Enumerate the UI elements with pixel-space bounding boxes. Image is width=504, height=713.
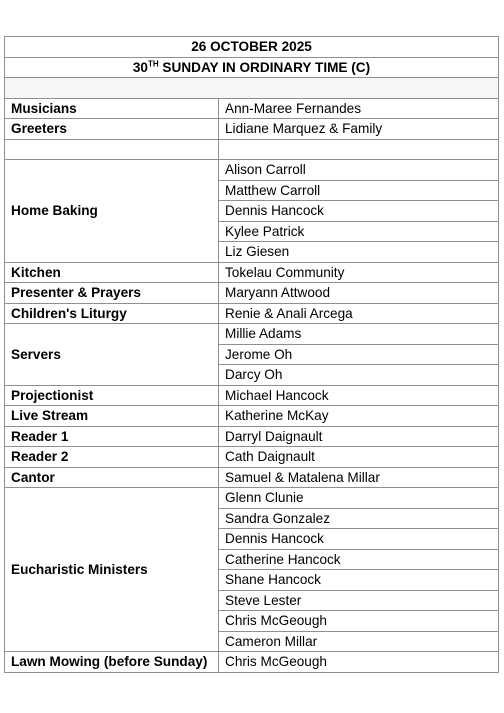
roster-row bbox=[5, 488, 499, 509]
sunday-number: 30 bbox=[132, 59, 148, 75]
volunteer-name: Maryann Attwood bbox=[219, 283, 499, 304]
volunteer-name: Ann-Maree Fernandes bbox=[219, 98, 499, 119]
role-label: Kitchen bbox=[5, 262, 219, 283]
volunteer-name: Millie Adams bbox=[219, 324, 499, 345]
volunteer-name: Alison Carroll bbox=[219, 160, 499, 181]
roster-row bbox=[5, 262, 499, 283]
roster-row bbox=[5, 652, 499, 673]
volunteer-name: Darryl Daignault bbox=[219, 426, 499, 447]
volunteer-name: Samuel & Matalena Millar bbox=[219, 467, 499, 488]
volunteer-name: Michael Hancock bbox=[219, 385, 499, 406]
roster-sheet bbox=[4, 36, 498, 673]
role-label: Home Baking bbox=[5, 160, 219, 263]
volunteer-name: Lidiane Marquez & Family bbox=[219, 119, 499, 140]
role-label bbox=[5, 139, 219, 160]
volunteer-name: Matthew Carroll bbox=[219, 180, 499, 201]
role-label: Reader 1 bbox=[5, 426, 219, 447]
roster-body bbox=[5, 37, 499, 673]
volunteer-name: Dennis Hancock bbox=[219, 201, 499, 222]
roster-row bbox=[5, 139, 499, 160]
volunteer-name: Steve Lester bbox=[219, 590, 499, 611]
roster-row bbox=[5, 160, 499, 181]
role-label: Lawn Mowing (before Sunday) bbox=[5, 652, 219, 673]
role-label: Cantor bbox=[5, 467, 219, 488]
role-label: Live Stream bbox=[5, 406, 219, 427]
volunteer-name: Renie & Anali Arcega bbox=[219, 303, 499, 324]
roster-row bbox=[5, 385, 499, 406]
roster-row bbox=[5, 283, 499, 304]
roster-row bbox=[5, 98, 499, 119]
spacer-row bbox=[5, 78, 499, 99]
roster-row bbox=[5, 406, 499, 427]
volunteer-name: Cath Daignault bbox=[219, 447, 499, 468]
volunteer-name: Catherine Hancock bbox=[219, 549, 499, 570]
roster-row bbox=[5, 447, 499, 468]
role-label: Reader 2 bbox=[5, 447, 219, 468]
roster-row bbox=[5, 467, 499, 488]
role-label: Musicians bbox=[5, 98, 219, 119]
role-label: Presenter & Prayers bbox=[5, 283, 219, 304]
sunday-row bbox=[5, 57, 499, 78]
role-label: Servers bbox=[5, 324, 219, 386]
role-label: Children's Liturgy bbox=[5, 303, 219, 324]
role-label: Greeters bbox=[5, 119, 219, 140]
role-label: Projectionist bbox=[5, 385, 219, 406]
date-heading: 26 OCTOBER 2025 bbox=[5, 37, 499, 58]
sunday-suffix: TH bbox=[147, 59, 159, 69]
role-label: Eucharistic Ministers bbox=[5, 488, 219, 652]
volunteer-name: Liz Giesen bbox=[219, 242, 499, 263]
spacer-cell bbox=[5, 78, 499, 99]
roster-row bbox=[5, 426, 499, 447]
roster-row bbox=[5, 303, 499, 324]
volunteer-name: Shane Hancock bbox=[219, 570, 499, 591]
volunteer-name: Dennis Hancock bbox=[219, 529, 499, 550]
volunteer-name: Sandra Gonzalez bbox=[219, 508, 499, 529]
volunteer-name bbox=[219, 139, 499, 160]
volunteer-name: Chris McGeough bbox=[219, 611, 499, 632]
volunteer-name: Katherine McKay bbox=[219, 406, 499, 427]
volunteer-name: Kylee Patrick bbox=[219, 221, 499, 242]
roster-table bbox=[4, 36, 499, 673]
volunteer-name: Chris McGeough bbox=[219, 652, 499, 673]
date-row bbox=[5, 37, 499, 58]
volunteer-name: Cameron Millar bbox=[219, 631, 499, 652]
roster-row bbox=[5, 119, 499, 140]
volunteer-name: Jerome Oh bbox=[219, 344, 499, 365]
volunteer-name: Glenn Clunie bbox=[219, 488, 499, 509]
volunteer-name: Tokelau Community bbox=[219, 262, 499, 283]
roster-row bbox=[5, 324, 499, 345]
sunday-title: SUNDAY IN ORDINARY TIME (C) bbox=[158, 59, 371, 75]
volunteer-name: Darcy Oh bbox=[219, 365, 499, 386]
sunday-heading bbox=[5, 57, 499, 78]
